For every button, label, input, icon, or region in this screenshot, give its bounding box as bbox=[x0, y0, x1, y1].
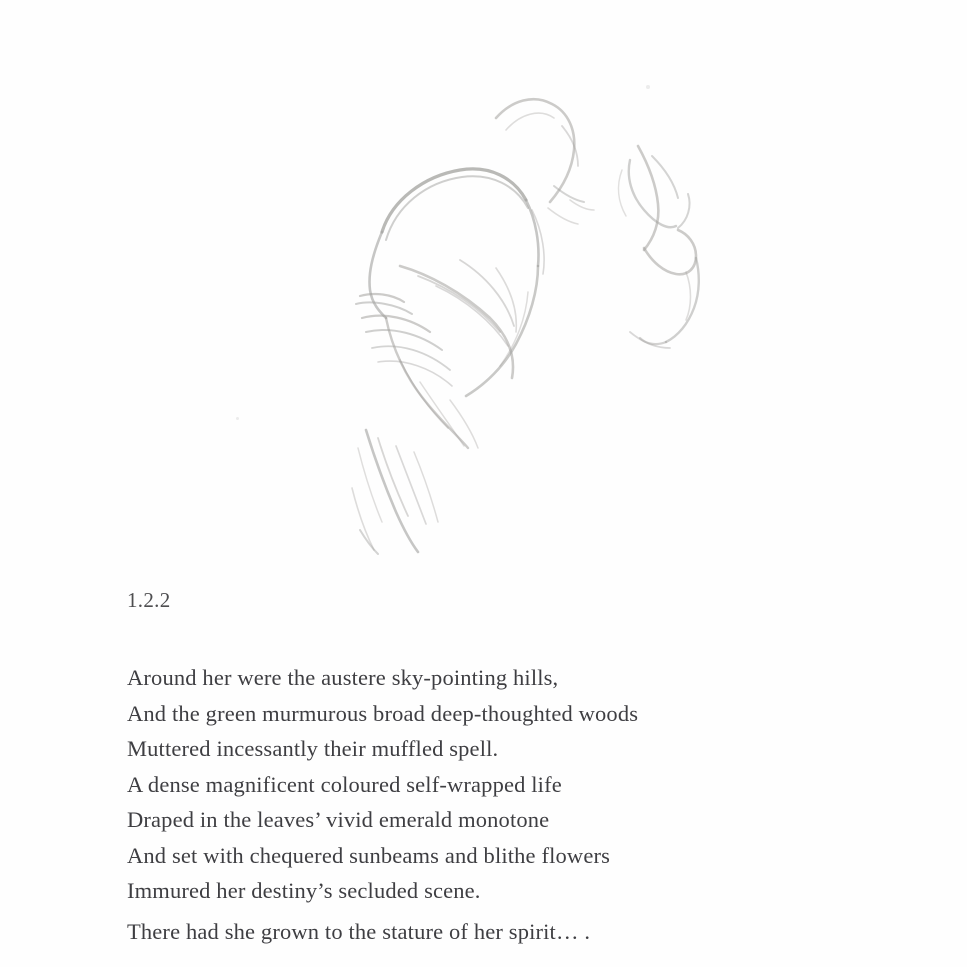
poem-line: A dense magnificent coloured self-wrapped life bbox=[127, 771, 562, 797]
poem-line: Around her were the austere sky-pointing hills, bbox=[127, 665, 559, 690]
section-number: 1.2.2 bbox=[127, 588, 171, 612]
pencil-sketch-illustration bbox=[300, 60, 760, 580]
poem-line: Muttered incessantly their muffled spell. bbox=[127, 736, 499, 761]
poem-line: And set with chequered sunbeams and blithe flowers bbox=[127, 842, 610, 868]
poem-line: Draped in the leaves’ vivid emerald monotone bbox=[127, 807, 550, 832]
poem-line: There had she grown to the stature of her spirit… . bbox=[127, 918, 591, 944]
poem-line: Immured her destiny’s secluded scene. bbox=[127, 878, 481, 903]
paper-speck bbox=[236, 417, 239, 420]
paper-speck bbox=[646, 85, 650, 89]
poem-text-block bbox=[127, 660, 887, 949]
poem-line: And the green murmurous broad deep-thoughted woods bbox=[127, 700, 639, 726]
